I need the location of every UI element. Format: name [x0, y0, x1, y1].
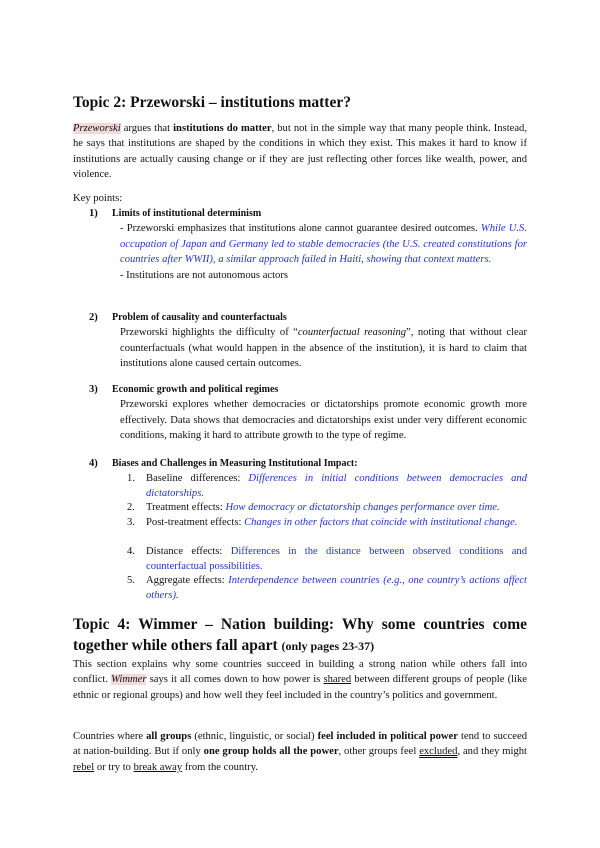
- topic4-paragraph-1: This section explains why some countries succeed in building a strong nation while others fall into conflict. Wimmer says it all comes down to how power is shared between different groups of people (like ethnic or regional groups) and how well they feel included in the country’s politics and government.: [73, 659, 527, 701]
- key-point: 2) Problem of causality and counterfactuals Przeworski highlights the difficulty of “counterfactual reasoning”, noting that without clear counterfactuals (what would happen in the absence of the institution), it is hard to claim that institutions alone caused certain outcomes.: [89, 312, 527, 370]
- list-item: 3. Post-treatment effects: Changes in other factors that coincide with institutional change.: [127, 517, 518, 528]
- key-point: 3) Economic growth and political regimes Przeworski explores whether democracies or dictatorships promote economic growth more effectively. Data shows that democracies and dictatorships exist under very different economic conditions, making it hard to attribute growth to the type of regime.: [89, 384, 527, 442]
- topic4-paragraph-2: Countries where all groups (ethnic, linguistic, or social) feel included in political power tend to succeed at nation-building. But if only one group holds all the power, other groups feel excluded, and they might rebel or try to break away from the country.: [73, 731, 528, 773]
- list-item: 1. Baseline differences: Differences in initial conditions between democracies and dictatorships.: [127, 473, 528, 500]
- topic2-title: Topic 2: Przeworski – institutions matter?: [73, 94, 351, 111]
- key-point-heading: Biases and Challenges in Measuring Institutional Impact:: [112, 458, 358, 469]
- topic4-title: Topic 4: Wimmer – Nation building: Why some countries come together while others fall apart (only pages 23-37): [73, 616, 527, 654]
- key-point-heading: Problem of causality and counterfactuals: [112, 312, 287, 323]
- key-point: 4) Biases and Challenges in Measuring Institutional Impact:: [89, 456, 527, 471]
- key-point-heading: Economic growth and political regimes: [112, 384, 279, 395]
- highlighted-name: Wimmer: [111, 674, 147, 686]
- topic2-intro: Przeworski argues that institutions do matter, but not in the simple way that many people think. Instead, he says that institutions are shaped by the conditions in which they exist. This makes it hard to know if institutions are actually causing change or if they are just reflecting other forces like wealth, power, and violence.: [73, 123, 528, 181]
- key-points-label: Key points:: [73, 193, 123, 204]
- list-item: 5. Aggregate effects: Interdependence between countries (e.g., one country’s actions affect others).: [127, 575, 527, 602]
- key-point: 1) Limits of institutional determinism - Przeworski emphasizes that institutions alone cannot guarantee desired outcomes. While U.S. occupation of Japan and Germany led to stable democracies (the U.S. created constitutions for countries after WWII), a similar approach failed in Haiti, showing that context matters. - Institutions are not autonomous actors: [89, 208, 527, 281]
- highlighted-name: Przeworski: [73, 123, 121, 134]
- list-item: 2. Treatment effects: How democracy or dictatorship changes performance over time.: [127, 502, 500, 513]
- key-point-heading: Limits of institutional determinism: [112, 208, 262, 219]
- list-item: 4. Distance effects: Differences in the distance between observed conditions and counterfactual possibilities.: [127, 546, 527, 573]
